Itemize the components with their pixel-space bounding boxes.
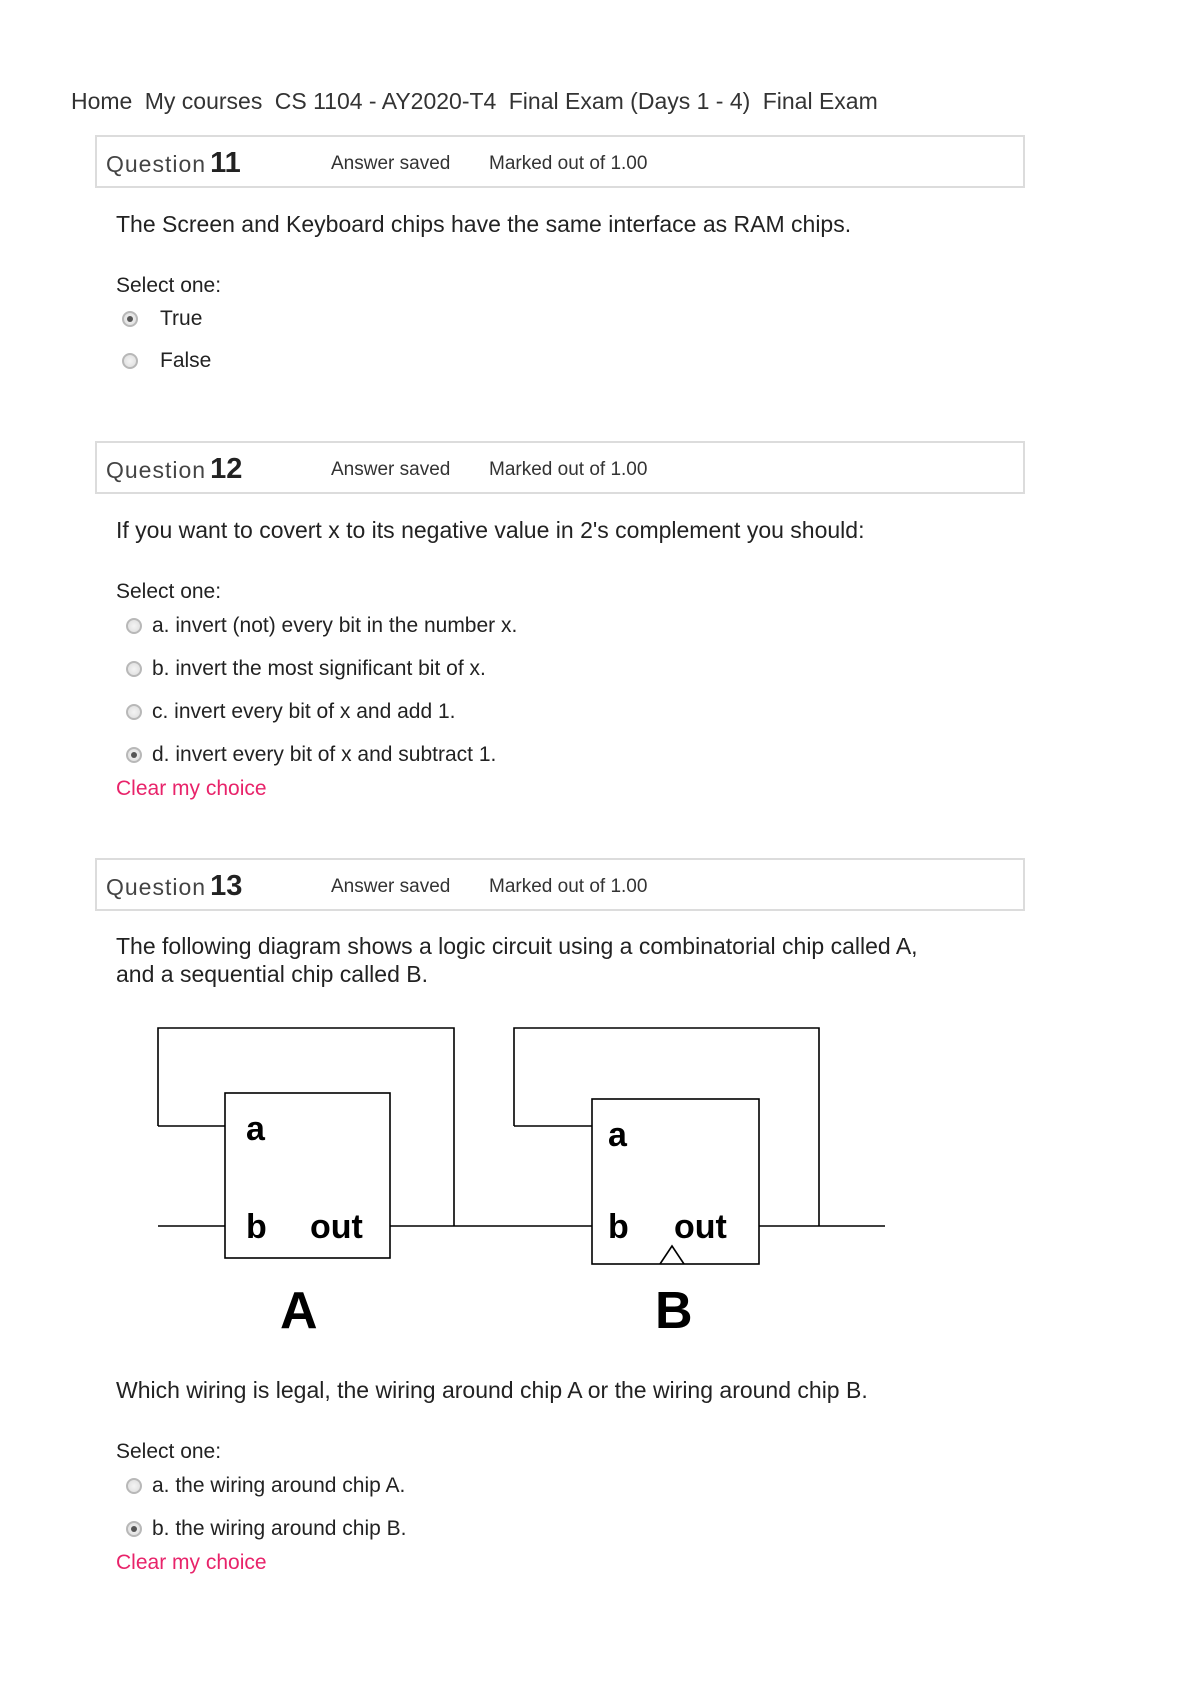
- chip-a-feedback-wire: [158, 1028, 454, 1226]
- question-13-text: [116, 932, 918, 988]
- option-label: c. invert every bit of x and add 1.: [152, 700, 456, 723]
- chip-b-pin-a-label: a: [608, 1116, 627, 1154]
- chip-b-name-label: B: [655, 1282, 693, 1340]
- q12-option-b[interactable]: [126, 654, 486, 684]
- radio-button[interactable]: [126, 1478, 142, 1494]
- option-label: False: [160, 349, 212, 372]
- question-number: 12: [210, 453, 243, 485]
- chip-a-name-label: A: [280, 1282, 318, 1340]
- q12-option-a[interactable]: [126, 611, 517, 641]
- chip-b-pin-out-label: out: [674, 1208, 727, 1246]
- radio-button[interactable]: [122, 353, 138, 369]
- option-label: True: [160, 307, 203, 330]
- option-label: a. the wiring around chip A.: [152, 1474, 406, 1497]
- q12-option-c[interactable]: [126, 697, 456, 727]
- option-label: b. invert the most significant bit of x.: [152, 657, 486, 680]
- question-mark: Marked out of 1.00: [489, 153, 648, 174]
- breadcrumb: [71, 88, 884, 115]
- radio-button[interactable]: [126, 661, 142, 677]
- question-11-text: The Screen and Keyboard chips have the same interface as RAM chips.: [116, 211, 852, 237]
- q11-option-false[interactable]: [122, 346, 211, 376]
- question-mark: Marked out of 1.00: [489, 876, 648, 897]
- chip-a-pin-out-label: out: [310, 1208, 363, 1246]
- q12-option-d[interactable]: [126, 740, 496, 770]
- question-13-header: [95, 858, 1025, 911]
- question-state: Answer saved: [331, 459, 451, 480]
- chip-a-pin-b-label: b: [246, 1208, 267, 1246]
- clear-my-choice-link[interactable]: Clear my choice: [116, 777, 267, 800]
- question-mark: Marked out of 1.00: [489, 459, 648, 480]
- question-11-header: [95, 135, 1025, 188]
- radio-button[interactable]: [126, 618, 142, 634]
- q13-option-b[interactable]: [126, 1514, 406, 1544]
- question-state: Answer saved: [331, 876, 451, 897]
- select-one-label: Select one:: [116, 1440, 222, 1463]
- q11-option-true[interactable]: [122, 304, 202, 334]
- option-label: a. invert (not) every bit in the number x.: [152, 614, 518, 637]
- radio-button-checked[interactable]: [126, 747, 142, 763]
- question-12-text: If you want to covert x to its negative value in 2's complement you should:: [116, 517, 865, 543]
- q13-option-a[interactable]: [126, 1471, 405, 1501]
- breadcrumb-my-courses[interactable]: My courses: [144, 88, 263, 114]
- question-label: Question 11: [106, 147, 241, 179]
- option-label: b. the wiring around chip B.: [152, 1517, 407, 1540]
- chip-a-pin-a-label: a: [246, 1110, 265, 1148]
- breadcrumb-course[interactable]: CS 1104 - AY2020-T4: [274, 88, 497, 114]
- radio-button-checked[interactable]: [126, 1521, 142, 1537]
- breadcrumb-final-exam: Final Exam: [762, 88, 878, 114]
- question-13-prompt: Which wiring is legal, the wiring around chip A or the wiring around chip B.: [116, 1377, 868, 1403]
- question-number: 11: [210, 147, 241, 179]
- question-number: 13: [210, 870, 243, 902]
- logic-circuit-diagram: [150, 1018, 900, 1358]
- question-text-line: The following diagram shows a logic circuit using a combinatorial chip called A,: [116, 933, 918, 959]
- select-one-label: Select one:: [116, 580, 222, 603]
- breadcrumb-exam-section[interactable]: Final Exam (Days 1 - 4): [508, 88, 751, 114]
- chip-b-feedback-wire: [514, 1028, 819, 1226]
- question-12-header: [95, 441, 1025, 494]
- chip-b-pin-b-label: b: [608, 1208, 629, 1246]
- select-one-label: Select one:: [116, 274, 222, 297]
- radio-button[interactable]: [126, 704, 142, 720]
- question-label: Question 12: [106, 453, 243, 485]
- question-state: Answer saved: [331, 153, 451, 174]
- clear-my-choice-link[interactable]: Clear my choice: [116, 1551, 267, 1574]
- clock-triangle-icon: [660, 1246, 684, 1264]
- radio-button-checked[interactable]: [122, 311, 138, 327]
- option-label: d. invert every bit of x and subtract 1.: [152, 743, 497, 766]
- breadcrumb-home[interactable]: Home: [71, 88, 133, 114]
- question-text-line: and a sequential chip called B.: [116, 961, 428, 987]
- question-label: Question 13: [106, 870, 243, 902]
